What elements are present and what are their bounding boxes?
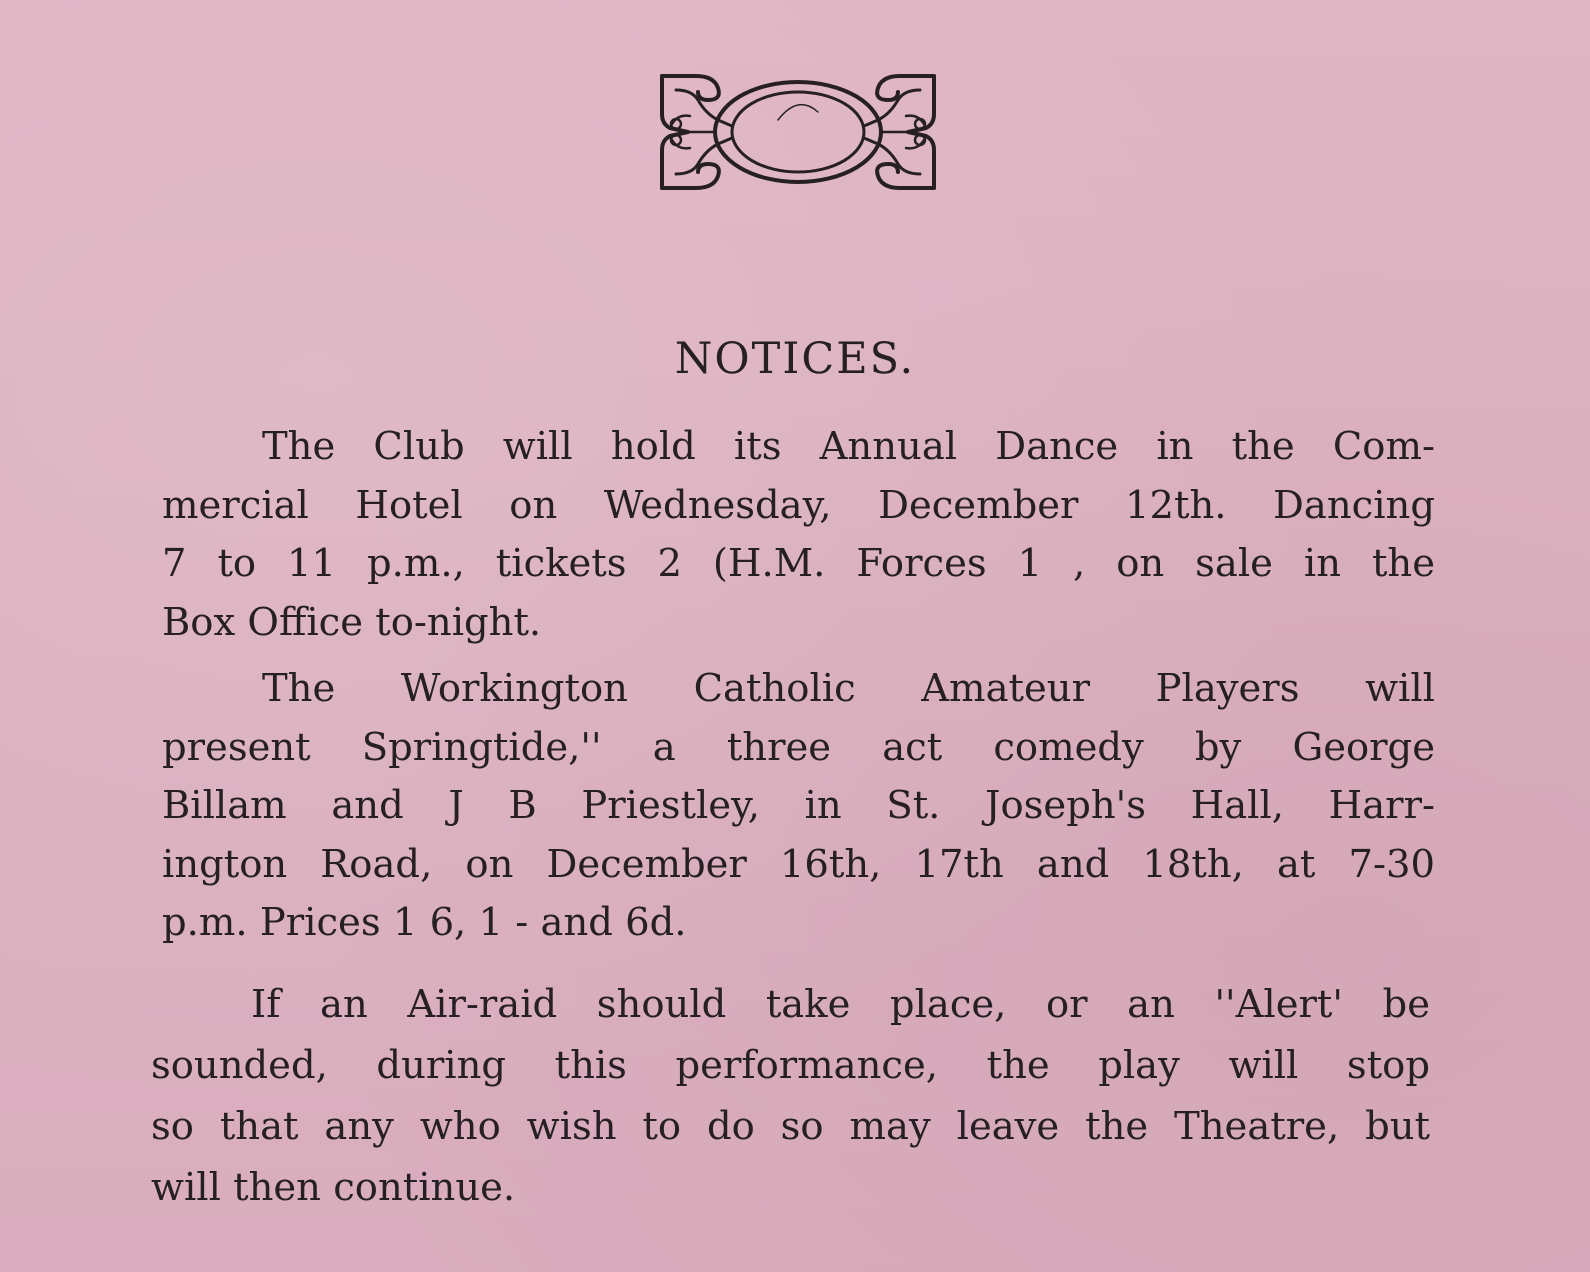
paragraph-line: p.m. Prices 1 6, 1 - and 6d. bbox=[162, 900, 687, 945]
paragraph-line: Box Office to-night. bbox=[162, 599, 542, 645]
paragraph-line: mercial Hotel on Wednesday, December 12th. Dancing bbox=[162, 482, 1435, 528]
paragraph-line: The Workington Catholic Amateur Players will bbox=[262, 666, 1435, 711]
paragraph-line: so that any who wish to do so may leave the Theatre, but bbox=[151, 1104, 1430, 1149]
paragraph-line: The Club will hold its Annual Dance in the Com- bbox=[262, 424, 1435, 469]
paragraph-line: will then continue. bbox=[151, 1165, 516, 1210]
scroll-cartouche-ornament-icon bbox=[648, 70, 948, 195]
players-notice-paragraph bbox=[162, 660, 1435, 953]
notices-heading: NOTICES. bbox=[674, 334, 916, 384]
dance-notice-paragraph bbox=[162, 418, 1435, 652]
paragraph-line: Billam and J B Priestley, in St. Joseph's Hall, Harr- bbox=[162, 783, 1435, 828]
paragraph-line: present Springtide,'' a three act comedy by George bbox=[162, 724, 1435, 770]
air-raid-notice-paragraph bbox=[151, 974, 1430, 1218]
paragraph-line: sounded, during this performance, the play will stop bbox=[151, 1043, 1430, 1088]
paragraph-line: If an Air-raid should take place, or an ''Alert' be bbox=[251, 982, 1430, 1027]
paragraph-line: 7 to 11 p.m., tickets 2 (H.M. Forces 1 , on sale in the bbox=[162, 541, 1435, 586]
paragraph-line: ington Road, on December 16th, 17th and 18th, at 7-30 bbox=[162, 841, 1435, 887]
